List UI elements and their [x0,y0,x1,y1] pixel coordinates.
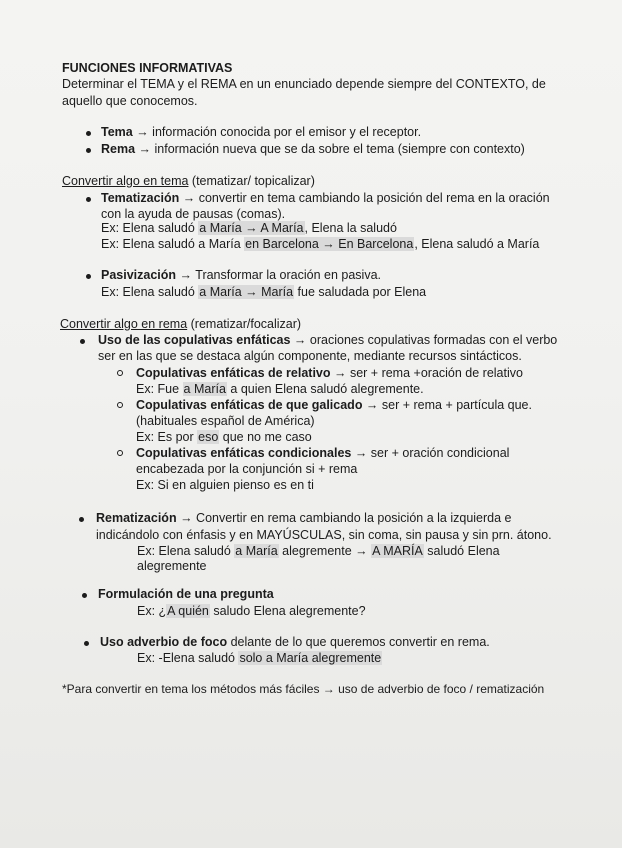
example-line: Ex: Elena saludó a María en Barcelona → En Barcelona, Elena saludó a María [101,237,540,251]
footnote: *Para convertir en tema los métodos más fáciles → uso de adverbio de foco / rematización [62,682,545,696]
example-line: Ex: Si en alguien pienso es en ti [136,478,314,492]
sub-bullet-icon [117,402,123,408]
list-item-tematizacion: Tematización → convertir en tema cambiando la posición del rema en la oración [101,191,550,205]
list-item-text: encabezada por la conjunción si + rema [136,462,358,476]
example-line: alegremente [137,559,207,573]
bullet-icon [86,148,91,153]
list-item-text: ser en las que se destaca algún componente, mediante recursos sintácticos. [98,349,522,363]
list-item-pasivizacion: Pasivización → Transformar la oración en pasiva. [101,268,381,282]
sublist-item-relativo: Copulativas enfáticas de relativo → ser + rema +oración de relativo [136,366,523,380]
intro-line: Determinar el TEMA y el REMA en un enunciado depende siempre del CONTEXTO, de [62,77,546,91]
sub-bullet-icon [117,370,123,376]
example-line: Ex: -Elena saludó solo a María alegremente [137,651,382,665]
bullet-icon [80,339,85,344]
sub-bullet-icon [117,450,123,456]
example-line: Ex: Elena saludó a María → María fue saludada por Elena [101,285,427,299]
list-item-text: indicándolo con énfasis y en MAYÚSCULAS, sin coma, sin pausa y sin prn. átono. [96,528,552,542]
example-line: Ex: Elena saludó a María alegremente → A MARÍA saludó Elena [137,544,500,558]
bullet-icon [84,641,89,646]
list-item-adverbio: Uso adverbio de foco delante de lo que queremos convertir en rema. [100,635,490,649]
list-item-rema: Rema → información nueva que se da sobre el tema (siempre con contexto) [101,142,525,156]
list-item-text: con la ayuda de pausas (comas). [101,207,286,221]
list-item-pregunta: Formulación de una pregunta [98,587,274,601]
list-item-copulativas: Uso de las copulativas enfáticas → oraciones copulativas formadas con el verbo [98,333,558,347]
example-line: Ex: Es por eso que no me caso [136,430,312,444]
list-item-tema: Tema → información conocida por el emisor y el receptor. [101,125,422,139]
section-heading-rema: Convertir algo en rema (rematizar/focalizar) [60,317,302,331]
bullet-icon [82,593,87,598]
page-title: FUNCIONES INFORMATIVAS [62,61,233,75]
bullet-icon [86,197,91,202]
section-heading-tema: Convertir algo en tema (tematizar/ topicalizar) [62,174,315,188]
example-line: Ex: Elena saludó a María → A María, Elena la saludó [101,221,397,235]
example-line: Ex: Fue a María a quien Elena saludó alegremente. [136,382,424,396]
bullet-icon [86,131,91,136]
bullet-icon [79,517,84,522]
example-line: Ex: ¿A quién saludo Elena alegremente? [137,604,366,618]
list-item-rematizacion: Rematización → Convertir en rema cambiando la posición a la izquierda e [96,511,512,525]
sublist-item-galicado: Copulativas enfáticas de que galicado → ser + rema + partícula que. [136,398,532,412]
sublist-note: (habituales español de América) [136,414,315,428]
intro-line: aquello que conocemos. [62,94,198,108]
bullet-icon [86,274,91,279]
sublist-item-condicionales: Copulativas enfáticas condicionales → ser + oración condicional [136,446,510,460]
